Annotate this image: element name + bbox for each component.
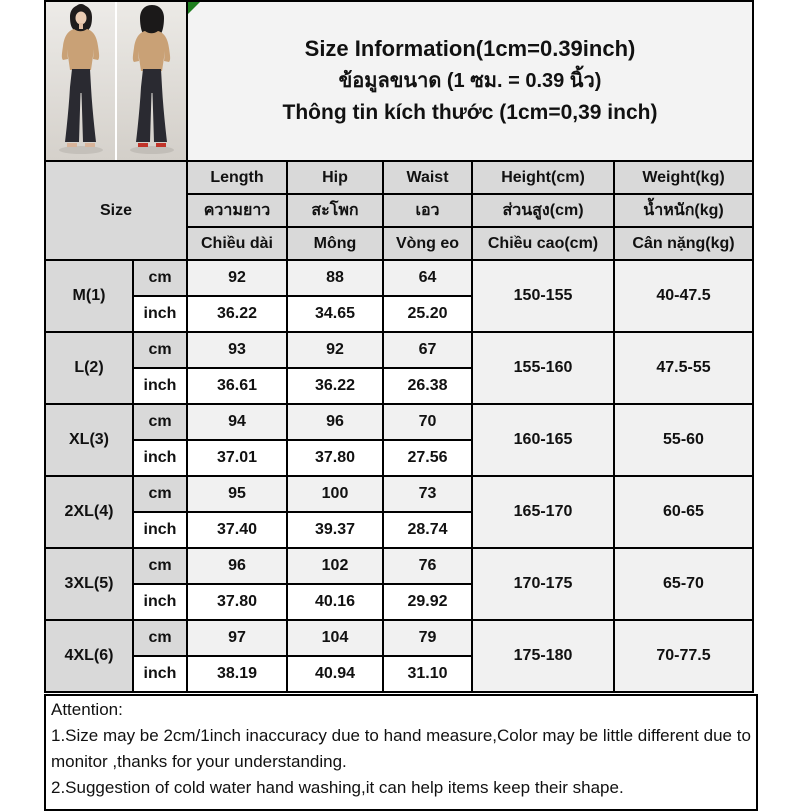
table-row (45, 1, 753, 161)
header-height-vi: Chiều cao(cm) (472, 227, 614, 260)
unit-inch: inch (133, 296, 187, 332)
hip-cm: 92 (287, 332, 383, 368)
length-cm: 95 (187, 476, 287, 512)
height-range: 150-155 (472, 260, 614, 332)
header-weight-en: Weight(kg) (614, 161, 753, 194)
waist-inch: 31.10 (383, 656, 472, 692)
waist-inch: 28.74 (383, 512, 472, 548)
unit-cm: cm (133, 548, 187, 584)
title-thai: ข้อมูลขนาด (1 ซม. = 0.39 นิ้ว) (338, 70, 602, 92)
hip-cm: 104 (287, 620, 383, 656)
waist-inch: 25.20 (383, 296, 472, 332)
height-range: 175-180 (472, 620, 614, 692)
header-waist-en: Waist (383, 161, 472, 194)
unit-inch: inch (133, 656, 187, 692)
hip-inch: 40.94 (287, 656, 383, 692)
length-cm: 97 (187, 620, 287, 656)
unit-inch: inch (133, 440, 187, 476)
length-cm: 96 (187, 548, 287, 584)
model-back-photo (117, 2, 186, 160)
unit-cm: cm (133, 260, 187, 296)
header-hip-th: สะโพก (287, 194, 383, 227)
attention-box (44, 694, 758, 811)
unit-cm: cm (133, 332, 187, 368)
hip-inch: 40.16 (287, 584, 383, 620)
hip-inch: 36.22 (287, 368, 383, 404)
height-range: 160-165 (472, 404, 614, 476)
size-label-3xl5: 3XL(5) (45, 548, 133, 620)
table-row (45, 404, 753, 440)
length-cm: 94 (187, 404, 287, 440)
weight-range: 60-65 (614, 476, 753, 548)
waist-inch: 27.56 (383, 440, 472, 476)
unit-inch: inch (133, 512, 187, 548)
table-row (45, 260, 753, 296)
table-row (45, 332, 753, 368)
waist-cm: 79 (383, 620, 472, 656)
header-hip-vi: Mông (287, 227, 383, 260)
header-length-th: ความยาว (187, 194, 287, 227)
length-inch: 37.80 (187, 584, 287, 620)
header-hip-en: Hip (287, 161, 383, 194)
header-row-english (45, 161, 753, 194)
height-range: 170-175 (472, 548, 614, 620)
weight-range: 55-60 (614, 404, 753, 476)
waist-inch: 29.92 (383, 584, 472, 620)
attention-line-1: 1.Size may be 2cm/1inch inaccuracy due to hand measure,Color may be little different due to monitor ,thanks for your understanding. (51, 726, 751, 771)
title-cell (187, 1, 753, 161)
unit-inch: inch (133, 368, 187, 404)
size-label-l2: L(2) (45, 332, 133, 404)
header-height-th: ส่วนสูง(cm) (472, 194, 614, 227)
weight-range: 40-47.5 (614, 260, 753, 332)
unit-cm: cm (133, 404, 187, 440)
product-photos (46, 2, 186, 160)
title-english: Size Information(1cm=0.39inch) (304, 36, 636, 61)
product-photos-cell (45, 1, 187, 161)
weight-range: 70-77.5 (614, 620, 753, 692)
header-weight-vi: Cân nặng(kg) (614, 227, 753, 260)
height-range: 155-160 (472, 332, 614, 404)
header-length-en: Length (187, 161, 287, 194)
header-length-vi: Chiều dài (187, 227, 287, 260)
weight-range: 65-70 (614, 548, 753, 620)
header-waist-th: เอว (383, 194, 472, 227)
weight-range: 47.5-55 (614, 332, 753, 404)
length-inch: 37.40 (187, 512, 287, 548)
table-row (45, 476, 753, 512)
size-label-2xl4: 2XL(4) (45, 476, 133, 548)
hip-cm: 96 (287, 404, 383, 440)
height-range: 165-170 (472, 476, 614, 548)
green-corner-marker-icon (188, 2, 200, 14)
size-label-xl3: XL(3) (45, 404, 133, 476)
hip-cm: 102 (287, 548, 383, 584)
waist-cm: 67 (383, 332, 472, 368)
hip-inch: 37.80 (287, 440, 383, 476)
waist-cm: 73 (383, 476, 472, 512)
attention-line-2: 2.Suggestion of cold water hand washing,it can help items keep their shape. (51, 778, 624, 797)
hip-inch: 39.37 (287, 512, 383, 548)
size-header: Size (45, 161, 187, 260)
attention-heading: Attention: (51, 700, 123, 719)
header-waist-vi: Vòng eo (383, 227, 472, 260)
length-cm: 93 (187, 332, 287, 368)
length-inch: 36.61 (187, 368, 287, 404)
unit-inch: inch (133, 584, 187, 620)
hip-cm: 88 (287, 260, 383, 296)
hip-inch: 34.65 (287, 296, 383, 332)
hip-cm: 100 (287, 476, 383, 512)
table-row (45, 548, 753, 584)
unit-cm: cm (133, 620, 187, 656)
length-cm: 92 (187, 260, 287, 296)
length-inch: 38.19 (187, 656, 287, 692)
size-label-4xl6: 4XL(6) (45, 620, 133, 692)
length-inch: 36.22 (187, 296, 287, 332)
header-height-en: Height(cm) (472, 161, 614, 194)
waist-cm: 64 (383, 260, 472, 296)
unit-cm: cm (133, 476, 187, 512)
table-row (45, 620, 753, 656)
title-vietnamese: Thông tin kích thước (1cm=0,39 inch) (282, 101, 658, 124)
waist-cm: 76 (383, 548, 472, 584)
model-front-photo (46, 2, 115, 160)
size-label-m1: M(1) (45, 260, 133, 332)
header-weight-th: น้ำหนัก(kg) (614, 194, 753, 227)
waist-cm: 70 (383, 404, 472, 440)
length-inch: 37.01 (187, 440, 287, 476)
size-table (44, 0, 754, 693)
waist-inch: 26.38 (383, 368, 472, 404)
